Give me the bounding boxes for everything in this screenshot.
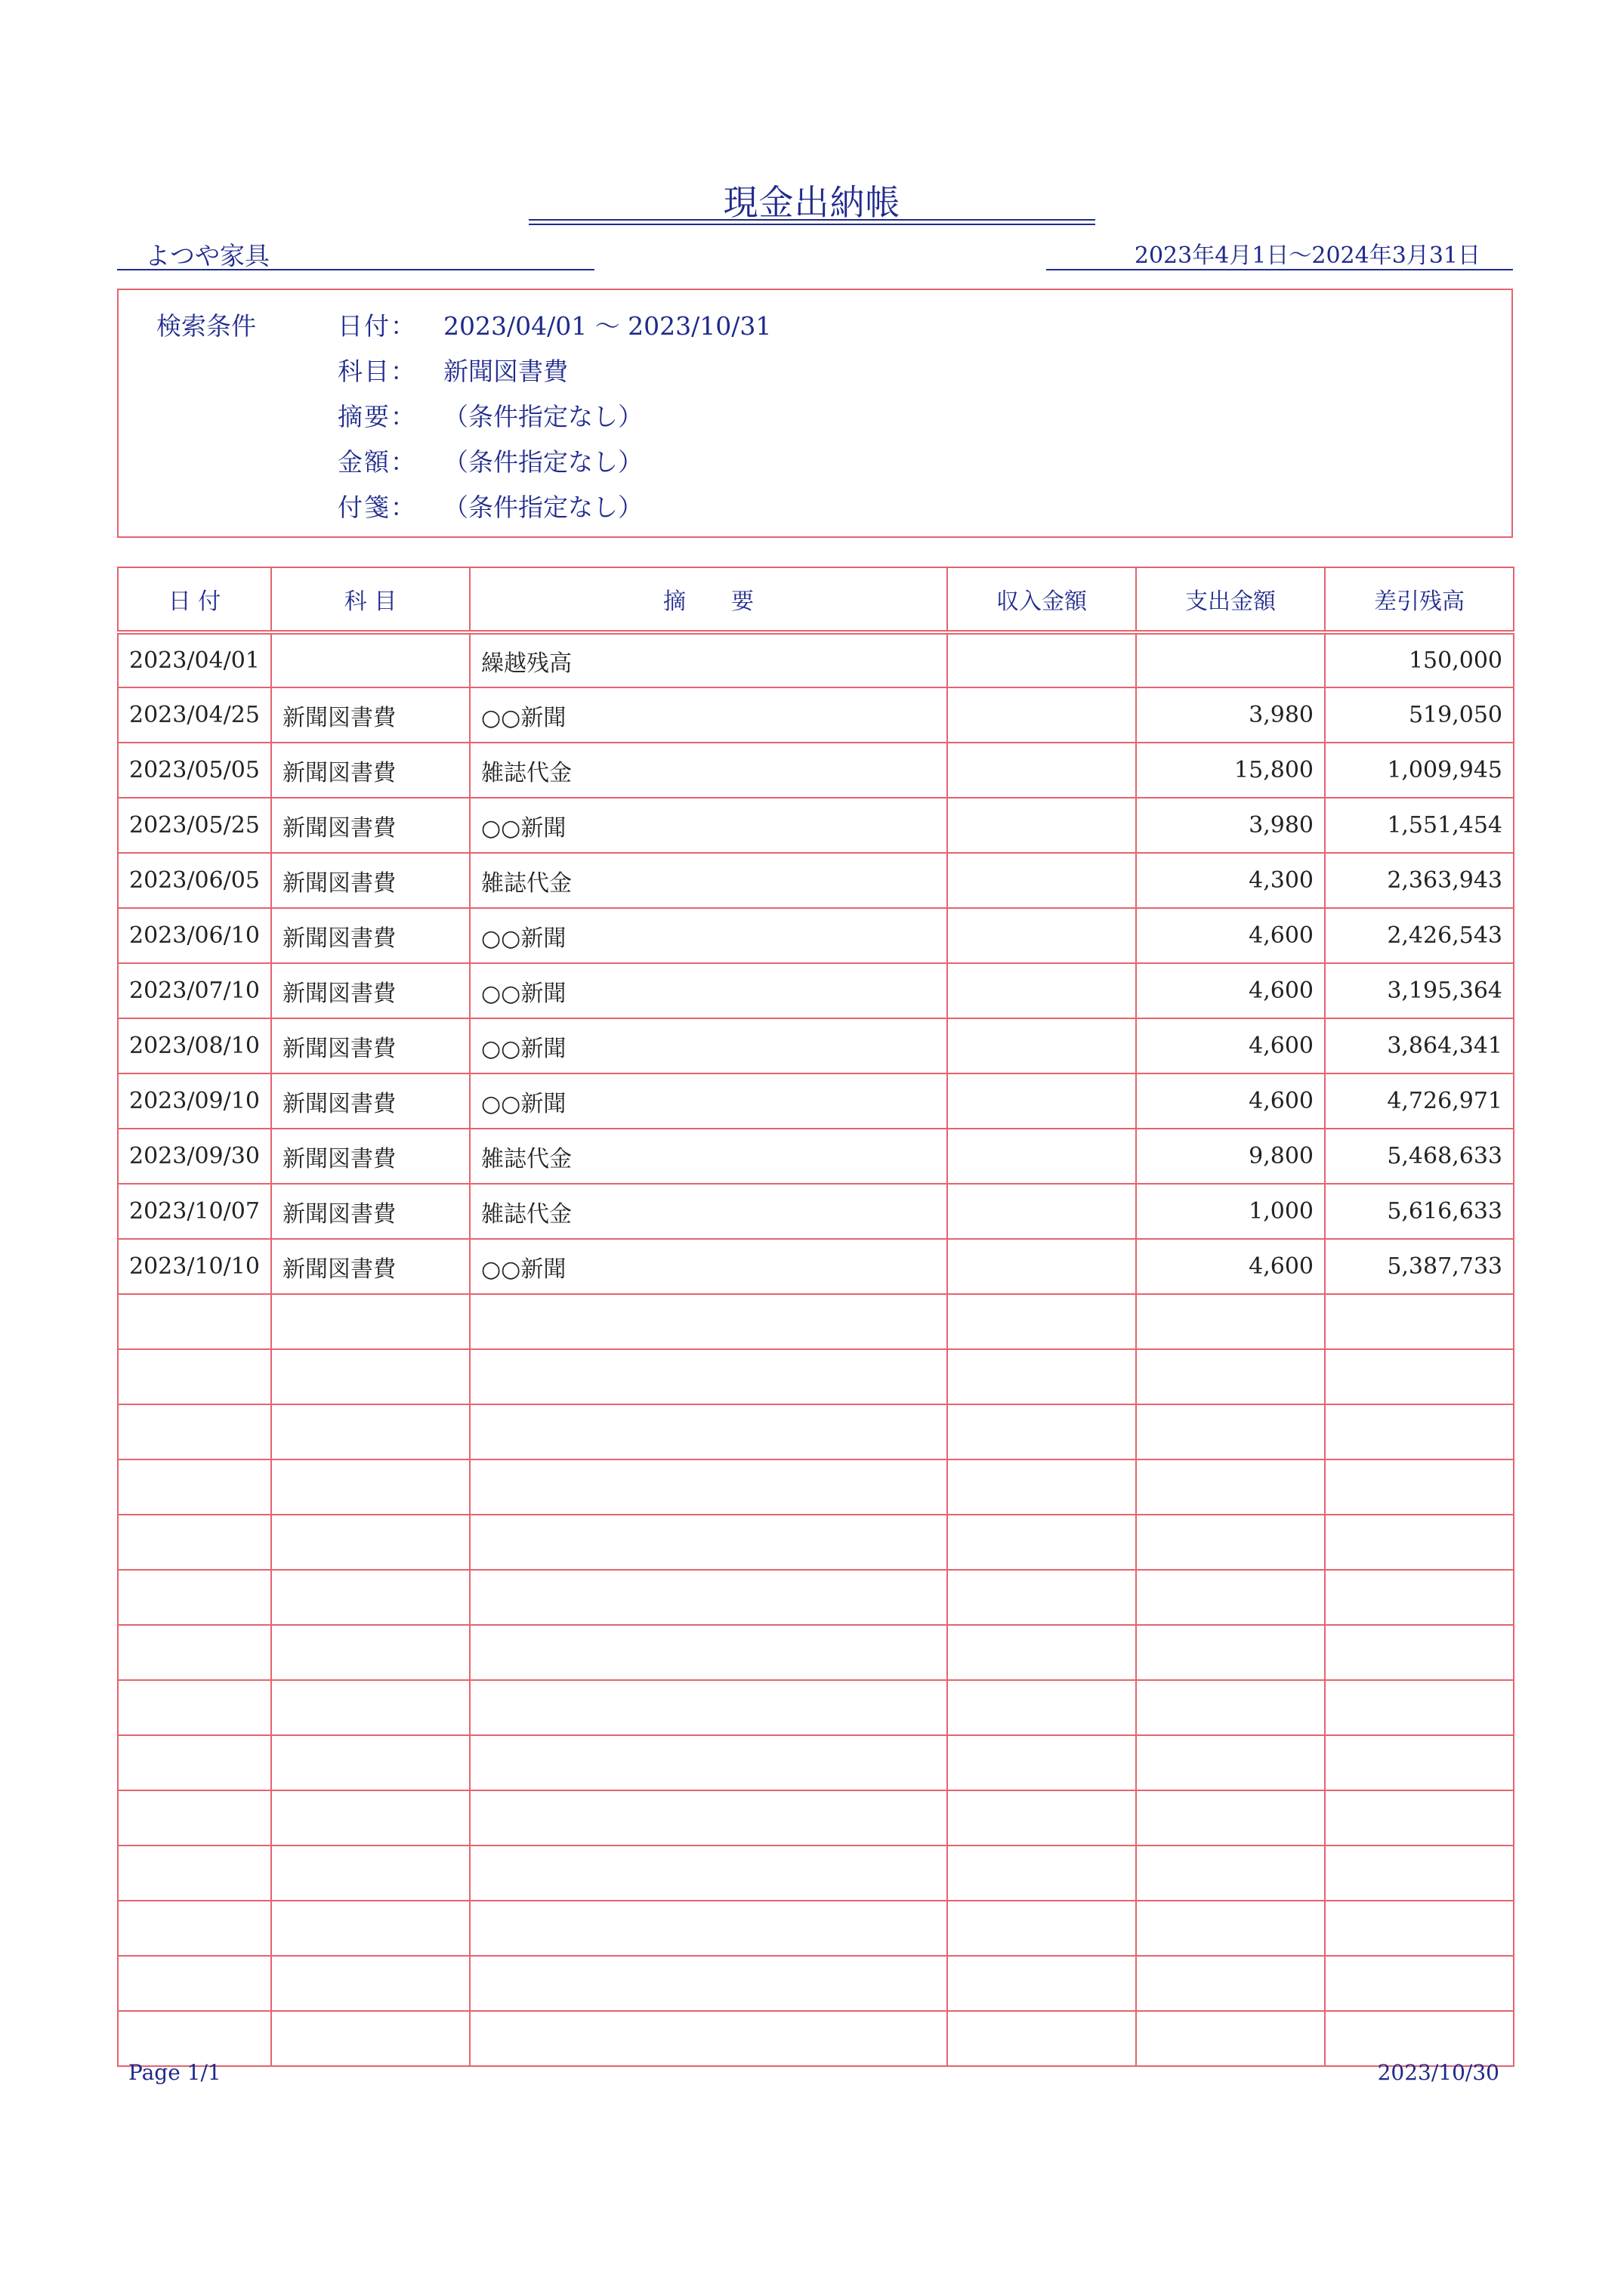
cell-date [118, 1625, 271, 1680]
cell-summary: ○○新聞 [470, 798, 947, 853]
cell-balance: 2,426,543 [1325, 908, 1514, 963]
cell-summary [470, 1846, 947, 1901]
cell-balance [1325, 1846, 1514, 1901]
criteria-label: 科目： [338, 357, 417, 386]
cell-income [947, 908, 1136, 963]
cell-date: 2023/10/07 [118, 1184, 271, 1239]
cell-account [271, 1901, 470, 1956]
cell-date [118, 1735, 271, 1790]
criteria-value: （条件指定なし） [443, 493, 643, 522]
cell-income [947, 1404, 1136, 1459]
table-row [118, 1239, 1514, 1294]
cell-date: 2023/09/10 [118, 1073, 271, 1129]
cell-summary: ○○新聞 [470, 1018, 947, 1073]
cell-summary [470, 1680, 947, 1735]
cell-balance: 5,468,633 [1325, 1129, 1514, 1184]
company-underline [117, 269, 594, 270]
table-row [118, 1184, 1514, 1239]
cell-date: 2023/05/05 [118, 743, 271, 798]
cell-expense: 4,600 [1136, 1018, 1325, 1073]
cell-account [271, 1459, 470, 1515]
cell-income [947, 1018, 1136, 1073]
cell-income [947, 1846, 1136, 1901]
empty-table-row [118, 1294, 1514, 1349]
table-row [118, 1129, 1514, 1184]
criteria-label: 金額： [338, 447, 417, 477]
cell-income [947, 1239, 1136, 1294]
cell-balance: 3,864,341 [1325, 1018, 1514, 1073]
cell-summary [470, 1570, 947, 1625]
cell-expense [1136, 1680, 1325, 1735]
cell-expense [1136, 1846, 1325, 1901]
cell-expense: 4,300 [1136, 853, 1325, 908]
cell-income [947, 1129, 1136, 1184]
search-criteria-box [117, 289, 1513, 538]
cell-account [271, 1846, 470, 1901]
cell-account [271, 1404, 470, 1459]
cell-summary: ○○新聞 [470, 1239, 947, 1294]
cell-income [947, 963, 1136, 1018]
cell-summary [470, 1735, 947, 1790]
cell-balance [1325, 1956, 1514, 2011]
cell-expense: 9,800 [1136, 1129, 1325, 1184]
cell-expense [1136, 1625, 1325, 1680]
cell-income [947, 1184, 1136, 1239]
empty-table-row [118, 1515, 1514, 1570]
cell-income [947, 853, 1136, 908]
cell-summary: ○○新聞 [470, 1073, 947, 1129]
cell-summary [470, 1901, 947, 1956]
cell-expense [1136, 1515, 1325, 1570]
empty-table-row [118, 1956, 1514, 2011]
table-row [118, 632, 1514, 687]
cell-account: 新聞図書費 [271, 908, 470, 963]
table-row [118, 798, 1514, 853]
title-underline-second [529, 224, 1095, 225]
cell-summary [470, 1349, 947, 1404]
cell-summary [470, 1625, 947, 1680]
empty-table-row [118, 1625, 1514, 1680]
search-criteria-heading: 検索条件 [156, 311, 256, 341]
cell-expense: 4,600 [1136, 908, 1325, 963]
cell-income [947, 1294, 1136, 1349]
cell-balance: 5,387,733 [1325, 1239, 1514, 1294]
cell-summary [470, 2011, 947, 2066]
cell-balance [1325, 1570, 1514, 1625]
cell-date [118, 1846, 271, 1901]
cell-income [947, 1901, 1136, 1956]
cell-account: 新聞図書費 [271, 853, 470, 908]
column-header-account: 科 目 [271, 567, 470, 632]
criteria-label: 付箋： [338, 493, 417, 522]
cell-income [947, 798, 1136, 853]
cell-account: 新聞図書費 [271, 1184, 470, 1239]
cell-expense: 3,980 [1136, 687, 1325, 743]
cell-summary: ○○新聞 [470, 908, 947, 963]
criteria-row-summary [338, 397, 643, 433]
cell-income [947, 1625, 1136, 1680]
cell-income [947, 1570, 1136, 1625]
cell-account: 新聞図書費 [271, 1073, 470, 1129]
cell-date [118, 1515, 271, 1570]
title-underline [529, 219, 1095, 221]
cell-summary: 雑誌代金 [470, 853, 947, 908]
fiscal-period: 2023年4月1日～2024年3月31日 [1134, 242, 1480, 269]
cell-summary [470, 1294, 947, 1349]
empty-table-row [118, 1680, 1514, 1735]
cell-date [118, 1680, 271, 1735]
cell-income [947, 1073, 1136, 1129]
cell-balance: 3,195,364 [1325, 963, 1514, 1018]
empty-table-row [118, 1349, 1514, 1404]
cell-date: 2023/08/10 [118, 1018, 271, 1073]
cell-income [947, 1735, 1136, 1790]
ledger-body [118, 632, 1514, 2066]
cell-balance [1325, 1404, 1514, 1459]
cell-income [947, 687, 1136, 743]
table-row [118, 687, 1514, 743]
table-row [118, 1073, 1514, 1129]
criteria-row-account [338, 352, 568, 388]
cell-balance: 2,363,943 [1325, 853, 1514, 908]
criteria-value: 新聞図書費 [443, 357, 568, 386]
criteria-row-amount [338, 443, 643, 478]
cell-income [947, 1680, 1136, 1735]
cell-account [271, 1294, 470, 1349]
empty-table-row [118, 1901, 1514, 1956]
criteria-row-sticky-note [338, 488, 643, 524]
cell-balance: 5,616,633 [1325, 1184, 1514, 1239]
cell-income [947, 1790, 1136, 1846]
column-header-summary: 摘 要 [470, 567, 947, 632]
cell-date: 2023/09/30 [118, 1129, 271, 1184]
cell-date [118, 1459, 271, 1515]
cell-date [118, 1294, 271, 1349]
cell-income [947, 743, 1136, 798]
cell-date [118, 2011, 271, 2066]
cell-account [271, 1349, 470, 1404]
table-row [118, 963, 1514, 1018]
cell-account: 新聞図書費 [271, 1129, 470, 1184]
cell-account: 新聞図書費 [271, 687, 470, 743]
cell-summary [470, 1459, 947, 1515]
cell-date: 2023/05/25 [118, 798, 271, 853]
cell-summary [470, 1790, 947, 1846]
cell-summary: 雑誌代金 [470, 1129, 947, 1184]
cell-account [271, 1680, 470, 1735]
cell-account: 新聞図書費 [271, 743, 470, 798]
cell-balance [1325, 1901, 1514, 1956]
cell-balance [1325, 1680, 1514, 1735]
cell-balance [1325, 1349, 1514, 1404]
cell-summary: 繰越残高 [470, 632, 947, 687]
cell-account [271, 1956, 470, 2011]
cell-expense [1136, 1404, 1325, 1459]
cell-date [118, 1570, 271, 1625]
cell-date [118, 1349, 271, 1404]
table-row [118, 743, 1514, 798]
cell-income [947, 1956, 1136, 2011]
cell-account [271, 1625, 470, 1680]
cell-summary: 雑誌代金 [470, 743, 947, 798]
cell-income [947, 1459, 1136, 1515]
empty-table-row [118, 1404, 1514, 1459]
cell-expense: 1,000 [1136, 1184, 1325, 1239]
empty-table-row [118, 1735, 1514, 1790]
cell-expense: 4,600 [1136, 1073, 1325, 1129]
cell-expense: 3,980 [1136, 798, 1325, 853]
cell-summary: ○○新聞 [470, 963, 947, 1018]
criteria-row-date [338, 307, 771, 342]
cell-date: 2023/07/10 [118, 963, 271, 1018]
empty-table-row [118, 1459, 1514, 1515]
cell-summary [470, 1956, 947, 2011]
cell-summary [470, 1515, 947, 1570]
cell-summary [470, 1404, 947, 1459]
cell-account [271, 632, 470, 687]
cell-balance: 1,009,945 [1325, 743, 1514, 798]
empty-table-row [118, 2011, 1514, 2066]
cell-date: 2023/06/05 [118, 853, 271, 908]
cell-expense [1136, 1349, 1325, 1404]
cell-balance [1325, 1625, 1514, 1680]
cell-expense [1136, 1570, 1325, 1625]
table-header-row [118, 567, 1514, 632]
cell-income [947, 1515, 1136, 1570]
table-row [118, 1018, 1514, 1073]
column-header-expense: 支出金額 [1136, 567, 1325, 632]
company-name: よつや家具 [145, 241, 270, 270]
cell-income [947, 632, 1136, 687]
cell-date: 2023/04/01 [118, 632, 271, 687]
cell-balance: 1,551,454 [1325, 798, 1514, 853]
criteria-label: 日付： [338, 311, 417, 341]
cell-account: 新聞図書費 [271, 1018, 470, 1073]
cell-balance [1325, 1515, 1514, 1570]
cell-date: 2023/04/25 [118, 687, 271, 743]
cell-date: 2023/10/10 [118, 1239, 271, 1294]
cell-account [271, 1790, 470, 1846]
cell-expense: 15,800 [1136, 743, 1325, 798]
cell-balance [1325, 1735, 1514, 1790]
cell-date [118, 1790, 271, 1846]
page-number: Page 1/1 [128, 2060, 221, 2085]
cell-balance: 519,050 [1325, 687, 1514, 743]
document-title: 現金出納帳 [723, 182, 901, 223]
cell-income [947, 1349, 1136, 1404]
cell-balance [1325, 1790, 1514, 1846]
cash-ledger-table [117, 567, 1514, 2067]
cell-balance [1325, 1459, 1514, 1515]
cell-date [118, 1404, 271, 1459]
cell-date [118, 1956, 271, 2011]
cell-summary: 雑誌代金 [470, 1184, 947, 1239]
cell-balance [1325, 2011, 1514, 2066]
column-header-income: 収入金額 [947, 567, 1136, 632]
cell-account [271, 2011, 470, 2066]
cell-income [947, 2011, 1136, 2066]
cell-date: 2023/06/10 [118, 908, 271, 963]
empty-table-row [118, 1790, 1514, 1846]
cell-date [118, 1901, 271, 1956]
cell-expense [1136, 632, 1325, 687]
cell-expense [1136, 1735, 1325, 1790]
cell-expense: 4,600 [1136, 1239, 1325, 1294]
print-date: 2023/10/30 [1377, 2060, 1499, 2085]
cell-balance: 150,000 [1325, 632, 1514, 687]
cell-account: 新聞図書費 [271, 798, 470, 853]
criteria-value: （条件指定なし） [443, 402, 643, 431]
column-header-date: 日 付 [118, 567, 271, 632]
column-header-balance: 差引残高 [1325, 567, 1514, 632]
empty-table-row [118, 1846, 1514, 1901]
cell-expense: 4,600 [1136, 963, 1325, 1018]
period-underline [1046, 269, 1513, 270]
table-row [118, 853, 1514, 908]
cell-expense [1136, 1956, 1325, 2011]
cell-account: 新聞図書費 [271, 963, 470, 1018]
criteria-value: （条件指定なし） [443, 447, 643, 477]
cell-account: 新聞図書費 [271, 1239, 470, 1294]
cell-expense [1136, 1459, 1325, 1515]
cell-expense [1136, 2011, 1325, 2066]
table-row [118, 908, 1514, 963]
cell-balance: 4,726,971 [1325, 1073, 1514, 1129]
cell-expense [1136, 1790, 1325, 1846]
cell-account [271, 1515, 470, 1570]
cell-account [271, 1735, 470, 1790]
cell-expense [1136, 1901, 1325, 1956]
cell-summary: ○○新聞 [470, 687, 947, 743]
cell-expense [1136, 1294, 1325, 1349]
cell-account [271, 1570, 470, 1625]
empty-table-row [118, 1570, 1514, 1625]
cell-balance [1325, 1294, 1514, 1349]
criteria-value: 2023/04/01 ～ 2023/10/31 [443, 311, 772, 341]
criteria-label: 摘要： [338, 402, 417, 431]
